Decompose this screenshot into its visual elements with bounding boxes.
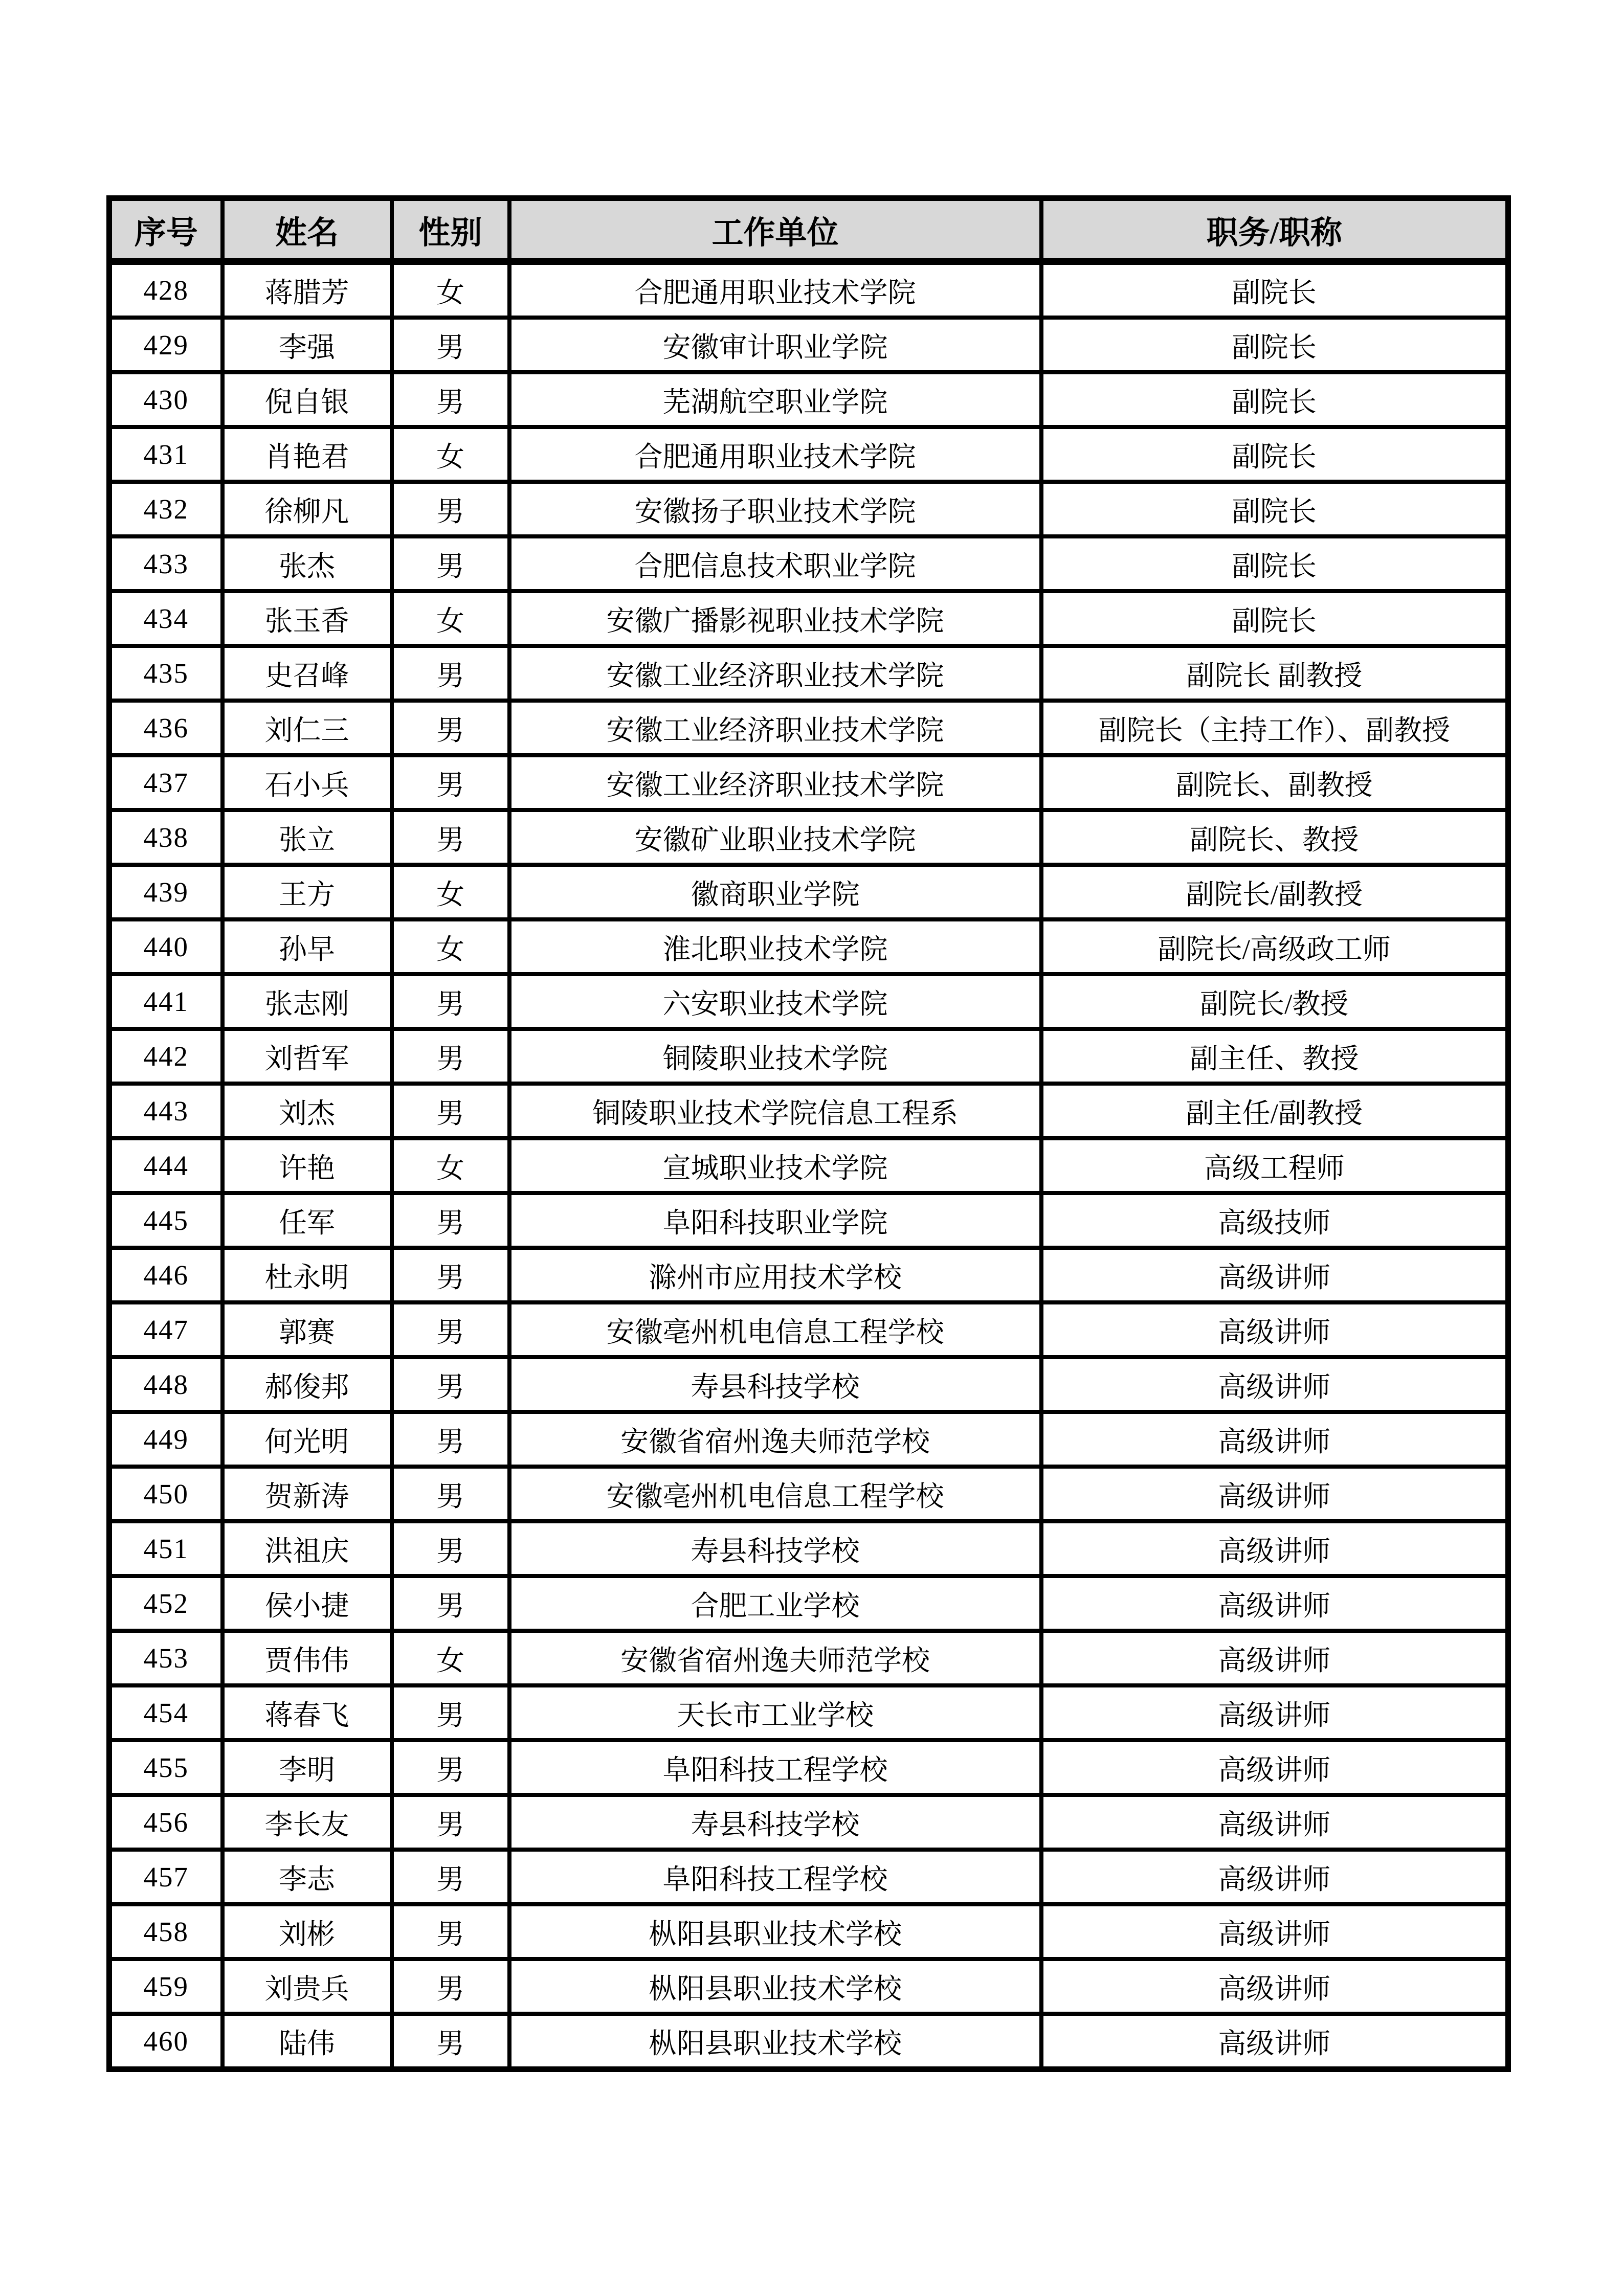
table-row xyxy=(109,372,1508,427)
cell-position-title: 高级讲师 xyxy=(1041,2014,1508,2069)
cell-name: 张玉香 xyxy=(223,591,392,646)
cell-name: 张志刚 xyxy=(223,974,392,1029)
table-row xyxy=(109,755,1508,810)
table-row xyxy=(109,1795,1508,1850)
header-cell-position-title: 职务/职称 xyxy=(1041,198,1508,262)
cell-work-unit: 合肥通用职业技术学院 xyxy=(509,262,1041,318)
table-row xyxy=(109,646,1508,701)
cell-position-title: 高级讲师 xyxy=(1041,1302,1508,1357)
cell-gender: 男 xyxy=(392,1248,509,1302)
cell-work-unit: 阜阳科技工程学校 xyxy=(509,1740,1041,1795)
table-row xyxy=(109,810,1508,865)
cell-work-unit: 芜湖航空职业学院 xyxy=(509,372,1041,427)
cell-serial-number: 456 xyxy=(109,1795,223,1850)
cell-position-title: 副主任/副教授 xyxy=(1041,1084,1508,1138)
table-row xyxy=(109,1576,1508,1631)
cell-serial-number: 434 xyxy=(109,591,223,646)
cell-name: 刘贵兵 xyxy=(223,1959,392,2014)
cell-gender: 女 xyxy=(392,262,509,318)
cell-name: 何光明 xyxy=(223,1412,392,1467)
cell-gender: 男 xyxy=(392,1795,509,1850)
cell-position-title: 副院长/高级政工师 xyxy=(1041,919,1508,974)
cell-serial-number: 458 xyxy=(109,1904,223,1959)
cell-position-title: 副院长、副教授 xyxy=(1041,755,1508,810)
table-row xyxy=(109,1412,1508,1467)
cell-name: 许艳 xyxy=(223,1138,392,1193)
cell-work-unit: 枞阳县职业技术学校 xyxy=(509,2014,1041,2069)
cell-serial-number: 442 xyxy=(109,1029,223,1084)
cell-work-unit: 合肥信息技术职业学院 xyxy=(509,536,1041,591)
cell-position-title: 高级讲师 xyxy=(1041,1795,1508,1850)
table-row xyxy=(109,1029,1508,1084)
cell-name: 任军 xyxy=(223,1193,392,1248)
table-row xyxy=(109,974,1508,1029)
table-row xyxy=(109,1740,1508,1795)
cell-serial-number: 457 xyxy=(109,1850,223,1904)
cell-gender: 女 xyxy=(392,1631,509,1685)
cell-gender: 男 xyxy=(392,372,509,427)
cell-serial-number: 449 xyxy=(109,1412,223,1467)
cell-serial-number: 450 xyxy=(109,1467,223,1521)
cell-name: 洪祖庆 xyxy=(223,1521,392,1576)
cell-serial-number: 460 xyxy=(109,2014,223,2069)
cell-gender: 女 xyxy=(392,591,509,646)
cell-position-title: 高级讲师 xyxy=(1041,1521,1508,1576)
cell-serial-number: 445 xyxy=(109,1193,223,1248)
cell-position-title: 高级讲师 xyxy=(1041,1576,1508,1631)
table-row xyxy=(109,701,1508,755)
cell-work-unit: 安徽省宿州逸夫师范学校 xyxy=(509,1631,1041,1685)
cell-work-unit: 安徽工业经济职业技术学院 xyxy=(509,755,1041,810)
cell-gender: 男 xyxy=(392,2014,509,2069)
cell-position-title: 副院长（主持工作）、副教授 xyxy=(1041,701,1508,755)
table-row xyxy=(109,1357,1508,1412)
cell-gender: 男 xyxy=(392,1576,509,1631)
cell-gender: 男 xyxy=(392,1412,509,1467)
cell-position-title: 副院长 xyxy=(1041,482,1508,536)
table-row xyxy=(109,1467,1508,1521)
cell-work-unit: 安徽审计职业学院 xyxy=(509,318,1041,372)
table-row xyxy=(109,536,1508,591)
cell-position-title: 高级技师 xyxy=(1041,1193,1508,1248)
cell-name: 杜永明 xyxy=(223,1248,392,1302)
cell-serial-number: 444 xyxy=(109,1138,223,1193)
cell-serial-number: 437 xyxy=(109,755,223,810)
table-row xyxy=(109,1193,1508,1248)
cell-gender: 男 xyxy=(392,1467,509,1521)
cell-work-unit: 阜阳科技职业学院 xyxy=(509,1193,1041,1248)
table-row xyxy=(109,1850,1508,1904)
cell-position-title: 副院长 副教授 xyxy=(1041,646,1508,701)
cell-name: 侯小捷 xyxy=(223,1576,392,1631)
header-cell-work-unit: 工作单位 xyxy=(509,198,1041,262)
cell-serial-number: 440 xyxy=(109,919,223,974)
cell-gender: 男 xyxy=(392,536,509,591)
cell-name: 李强 xyxy=(223,318,392,372)
table-row xyxy=(109,1685,1508,1740)
cell-gender: 男 xyxy=(392,1959,509,2014)
cell-serial-number: 452 xyxy=(109,1576,223,1631)
table-row xyxy=(109,1959,1508,2014)
cell-gender: 男 xyxy=(392,1029,509,1084)
cell-name: 李长友 xyxy=(223,1795,392,1850)
cell-position-title: 副院长 xyxy=(1041,262,1508,318)
cell-serial-number: 435 xyxy=(109,646,223,701)
cell-position-title: 副院长 xyxy=(1041,372,1508,427)
cell-name: 徐柳凡 xyxy=(223,482,392,536)
cell-position-title: 副主任、教授 xyxy=(1041,1029,1508,1084)
table-row xyxy=(109,1084,1508,1138)
cell-work-unit: 安徽工业经济职业技术学院 xyxy=(509,646,1041,701)
cell-position-title: 高级讲师 xyxy=(1041,1357,1508,1412)
cell-position-title: 高级讲师 xyxy=(1041,1959,1508,2014)
cell-position-title: 高级讲师 xyxy=(1041,1740,1508,1795)
cell-serial-number: 443 xyxy=(109,1084,223,1138)
cell-position-title: 高级工程师 xyxy=(1041,1138,1508,1193)
cell-work-unit: 阜阳科技工程学校 xyxy=(509,1850,1041,1904)
cell-serial-number: 455 xyxy=(109,1740,223,1795)
cell-name: 刘仁三 xyxy=(223,701,392,755)
cell-name: 倪自银 xyxy=(223,372,392,427)
cell-work-unit: 铜陵职业技术学院信息工程系 xyxy=(509,1084,1041,1138)
cell-position-title: 高级讲师 xyxy=(1041,1850,1508,1904)
cell-work-unit: 寿县科技学校 xyxy=(509,1521,1041,1576)
cell-name: 石小兵 xyxy=(223,755,392,810)
cell-position-title: 副院长/副教授 xyxy=(1041,865,1508,919)
cell-work-unit: 安徽扬子职业技术学院 xyxy=(509,482,1041,536)
cell-serial-number: 431 xyxy=(109,427,223,482)
cell-gender: 男 xyxy=(392,755,509,810)
cell-position-title: 副院长 xyxy=(1041,427,1508,482)
cell-work-unit: 铜陵职业技术学院 xyxy=(509,1029,1041,1084)
cell-name: 郭赛 xyxy=(223,1302,392,1357)
table-row xyxy=(109,865,1508,919)
cell-serial-number: 447 xyxy=(109,1302,223,1357)
cell-name: 蒋腊芳 xyxy=(223,262,392,318)
cell-work-unit: 安徽工业经济职业技术学院 xyxy=(509,701,1041,755)
cell-work-unit: 寿县科技学校 xyxy=(509,1357,1041,1412)
header-cell-gender: 性别 xyxy=(392,198,509,262)
cell-gender: 男 xyxy=(392,1193,509,1248)
table-row xyxy=(109,1904,1508,1959)
table-row xyxy=(109,1248,1508,1302)
table-row xyxy=(109,2014,1508,2069)
cell-work-unit: 天长市工业学校 xyxy=(509,1685,1041,1740)
cell-serial-number: 433 xyxy=(109,536,223,591)
cell-name: 刘彬 xyxy=(223,1904,392,1959)
cell-name: 贾伟伟 xyxy=(223,1631,392,1685)
cell-name: 王方 xyxy=(223,865,392,919)
cell-serial-number: 454 xyxy=(109,1685,223,1740)
cell-gender: 男 xyxy=(392,1740,509,1795)
cell-serial-number: 438 xyxy=(109,810,223,865)
cell-serial-number: 436 xyxy=(109,701,223,755)
cell-work-unit: 滁州市应用技术学校 xyxy=(509,1248,1041,1302)
cell-name: 刘杰 xyxy=(223,1084,392,1138)
cell-position-title: 副院长 xyxy=(1041,591,1508,646)
cell-gender: 男 xyxy=(392,1302,509,1357)
cell-position-title: 副院长、教授 xyxy=(1041,810,1508,865)
cell-serial-number: 441 xyxy=(109,974,223,1029)
cell-work-unit: 淮北职业技术学院 xyxy=(509,919,1041,974)
cell-work-unit: 安徽亳州机电信息工程学校 xyxy=(509,1302,1041,1357)
cell-work-unit: 枞阳县职业技术学校 xyxy=(509,1904,1041,1959)
cell-name: 李明 xyxy=(223,1740,392,1795)
cell-name: 史召峰 xyxy=(223,646,392,701)
cell-name: 张立 xyxy=(223,810,392,865)
cell-gender: 男 xyxy=(392,1521,509,1576)
cell-work-unit: 宣城职业技术学院 xyxy=(509,1138,1041,1193)
cell-work-unit: 安徽省宿州逸夫师范学校 xyxy=(509,1412,1041,1467)
table-header-row xyxy=(109,198,1508,262)
cell-gender: 男 xyxy=(392,810,509,865)
cell-serial-number: 430 xyxy=(109,372,223,427)
cell-gender: 女 xyxy=(392,919,509,974)
table-row xyxy=(109,1521,1508,1576)
cell-gender: 女 xyxy=(392,865,509,919)
cell-name: 张杰 xyxy=(223,536,392,591)
cell-serial-number: 448 xyxy=(109,1357,223,1412)
table-row xyxy=(109,427,1508,482)
cell-gender: 男 xyxy=(392,1084,509,1138)
cell-position-title: 高级讲师 xyxy=(1041,1904,1508,1959)
cell-serial-number: 446 xyxy=(109,1248,223,1302)
cell-serial-number: 451 xyxy=(109,1521,223,1576)
cell-name: 陆伟 xyxy=(223,2014,392,2069)
cell-work-unit: 合肥通用职业技术学院 xyxy=(509,427,1041,482)
cell-gender: 男 xyxy=(392,1685,509,1740)
table-row xyxy=(109,1138,1508,1193)
cell-name: 刘哲军 xyxy=(223,1029,392,1084)
table-row xyxy=(109,262,1508,318)
cell-gender: 女 xyxy=(392,427,509,482)
cell-name: 郝俊邦 xyxy=(223,1357,392,1412)
cell-work-unit: 安徽广播影视职业技术学院 xyxy=(509,591,1041,646)
table-row xyxy=(109,318,1508,372)
cell-work-unit: 徽商职业学院 xyxy=(509,865,1041,919)
cell-gender: 男 xyxy=(392,974,509,1029)
cell-name: 肖艳君 xyxy=(223,427,392,482)
table-row xyxy=(109,1631,1508,1685)
cell-name: 李志 xyxy=(223,1850,392,1904)
cell-gender: 男 xyxy=(392,482,509,536)
cell-position-title: 高级讲师 xyxy=(1041,1685,1508,1740)
cell-gender: 男 xyxy=(392,701,509,755)
cell-gender: 男 xyxy=(392,646,509,701)
cell-serial-number: 429 xyxy=(109,318,223,372)
cell-position-title: 高级讲师 xyxy=(1041,1467,1508,1521)
cell-work-unit: 合肥工业学校 xyxy=(509,1576,1041,1631)
cell-position-title: 高级讲师 xyxy=(1041,1248,1508,1302)
personnel-roster-table xyxy=(106,195,1511,2072)
cell-gender: 男 xyxy=(392,1850,509,1904)
table-row xyxy=(109,1302,1508,1357)
cell-gender: 男 xyxy=(392,1357,509,1412)
table-row xyxy=(109,482,1508,536)
cell-gender: 男 xyxy=(392,318,509,372)
table-row xyxy=(109,919,1508,974)
cell-work-unit: 安徽矿业职业技术学院 xyxy=(509,810,1041,865)
cell-name: 蒋春飞 xyxy=(223,1685,392,1740)
cell-name: 孙早 xyxy=(223,919,392,974)
cell-position-title: 高级讲师 xyxy=(1041,1412,1508,1467)
cell-work-unit: 枞阳县职业技术学校 xyxy=(509,1959,1041,2014)
cell-serial-number: 459 xyxy=(109,1959,223,2014)
cell-work-unit: 六安职业技术学院 xyxy=(509,974,1041,1029)
cell-position-title: 副院长 xyxy=(1041,318,1508,372)
cell-serial-number: 432 xyxy=(109,482,223,536)
cell-serial-number: 428 xyxy=(109,262,223,318)
header-cell-name: 姓名 xyxy=(223,198,392,262)
header-cell-serial-number: 序号 xyxy=(109,198,223,262)
cell-gender: 男 xyxy=(392,1904,509,1959)
cell-serial-number: 439 xyxy=(109,865,223,919)
cell-name: 贺新涛 xyxy=(223,1467,392,1521)
cell-position-title: 副院长 xyxy=(1041,536,1508,591)
cell-position-title: 副院长/教授 xyxy=(1041,974,1508,1029)
cell-position-title: 高级讲师 xyxy=(1041,1631,1508,1685)
table-row xyxy=(109,591,1508,646)
cell-gender: 女 xyxy=(392,1138,509,1193)
cell-serial-number: 453 xyxy=(109,1631,223,1685)
table-body xyxy=(109,262,1508,2069)
cell-work-unit: 安徽亳州机电信息工程学校 xyxy=(509,1467,1041,1521)
cell-work-unit: 寿县科技学校 xyxy=(509,1795,1041,1850)
